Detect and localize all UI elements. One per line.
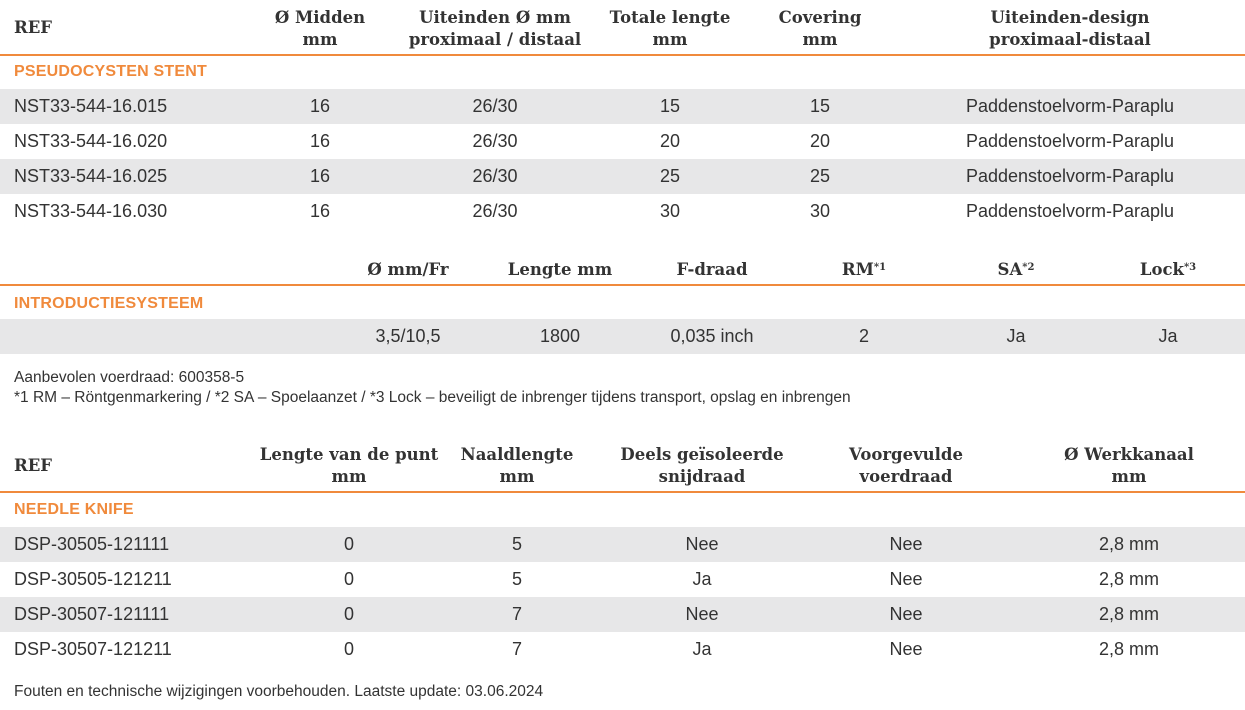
cell-preloaded: Nee — [889, 534, 923, 554]
cell-channel: 2,8 mm — [1098, 639, 1160, 659]
header-fdraad: F-draad — [676, 260, 748, 279]
needle-table-header — [0, 441, 1245, 493]
table-row — [0, 319, 1245, 354]
footer-disclaimer: Fouten en technische wijzigingen voorbehouden. Laatste update: 03.06.2024 — [14, 683, 544, 700]
section-title-stent: PSEUDOCYSTEN STENT — [14, 63, 207, 80]
cell-ends: 26/30 — [472, 201, 518, 221]
header-needle-length: Naaldlengte mm — [460, 445, 574, 486]
cell-tip: 0 — [343, 534, 355, 554]
cell-diam: 3,5/10,5 — [375, 326, 441, 346]
header-preloaded-guidewire: Voorgevulde voerdraad — [849, 445, 963, 486]
cell-ref: NST33-544-16.025 — [14, 166, 168, 186]
cell-mid: 16 — [309, 201, 331, 221]
header-insulated-wire: Deels geïsoleerde snijdraad — [620, 445, 784, 486]
header-diam-fr: Ø mm/Fr — [367, 260, 449, 279]
cell-ref: DSP-30505-121211 — [14, 569, 172, 589]
cell-wire: Ja — [692, 569, 712, 589]
cell-needle: 5 — [511, 569, 523, 589]
header-total-length: Totale lengte mm — [609, 8, 731, 49]
cell-lock: Ja — [1158, 326, 1178, 346]
stent-table-header — [0, 0, 1245, 56]
header-ends: Uiteinden Ø mm proximaal / distaal — [408, 8, 582, 49]
cell-tip: 0 — [343, 639, 355, 659]
cell-ends: 26/30 — [472, 96, 518, 116]
table-row — [0, 124, 1245, 159]
cell-design: Paddenstoelvorm-Paraplu — [965, 201, 1175, 221]
cell-channel: 2,8 mm — [1098, 569, 1160, 589]
cell-design: Paddenstoelvorm-Paraplu — [965, 131, 1175, 151]
cell-length: 25 — [659, 166, 681, 186]
table-row — [0, 562, 1245, 597]
header-rm: RM$^{*1}$ — [841, 260, 887, 279]
cell-preloaded: Nee — [889, 604, 923, 624]
header-length-mm: Lengte mm — [507, 260, 613, 279]
cell-needle: 7 — [511, 639, 523, 659]
section-title-needle-knife: NEEDLE KNIFE — [14, 501, 134, 518]
cell-length: 15 — [659, 96, 681, 116]
cell-ref: DSP-30507-121111 — [14, 604, 170, 624]
header-design: Uiteinden-design proximaal-distaal — [989, 8, 1151, 49]
cell-rm: 2 — [858, 326, 870, 346]
cell-ref: DSP-30507-121211 — [14, 639, 172, 659]
cell-design: Paddenstoelvorm-Paraplu — [965, 166, 1175, 186]
cell-ends: 26/30 — [472, 131, 518, 151]
header-ref: REF — [14, 18, 53, 37]
cell-preloaded: Nee — [889, 569, 923, 589]
cell-ref: NST33-544-16.020 — [14, 131, 168, 151]
table-row — [0, 159, 1245, 194]
header-working-channel: Ø Werkkanaal mm — [1064, 445, 1194, 486]
table-row — [0, 194, 1245, 229]
cell-wire: Nee — [685, 604, 719, 624]
cell-ref: NST33-544-16.030 — [14, 201, 168, 221]
header-ref: REF — [14, 456, 53, 475]
cell-covering: 15 — [809, 96, 831, 116]
cell-tip: 0 — [343, 569, 355, 589]
cell-sa: Ja — [1006, 326, 1026, 346]
cell-channel: 2,8 mm — [1098, 604, 1160, 624]
cell-length: 1800 — [539, 326, 581, 346]
header-lock: Lock$^{*3}$ — [1139, 260, 1197, 279]
table-row — [0, 89, 1245, 124]
cell-design: Paddenstoelvorm-Paraplu — [965, 96, 1175, 116]
cell-mid: 16 — [309, 131, 331, 151]
cell-channel: 2,8 mm — [1098, 534, 1160, 554]
cell-needle: 7 — [511, 604, 523, 624]
intro-table-header — [0, 254, 1245, 286]
cell-length: 20 — [659, 131, 681, 151]
cell-covering: 25 — [809, 166, 831, 186]
cell-tip: 0 — [343, 604, 355, 624]
cell-needle: 5 — [511, 534, 523, 554]
header-tip-length: Lengte van de punt mm — [259, 445, 439, 486]
table-row — [0, 527, 1245, 562]
cell-ref: NST33-544-16.015 — [14, 96, 168, 116]
header-covering: Covering mm — [778, 8, 862, 49]
cell-wire: Nee — [685, 534, 719, 554]
table-row — [0, 597, 1245, 632]
cell-ref: DSP-30505-121111 — [14, 534, 170, 554]
cell-preloaded: Nee — [889, 639, 923, 659]
cell-covering: 20 — [809, 131, 831, 151]
recommended-guidewire-note: Aanbevolen voerdraad: 600358-5 — [14, 369, 245, 386]
header-diam-mid: Ø Midden mm — [274, 8, 366, 49]
header-sa: SA$^{*2}$ — [997, 260, 1035, 279]
cell-wire: Ja — [692, 639, 712, 659]
cell-mid: 16 — [309, 166, 331, 186]
cell-covering: 30 — [809, 201, 831, 221]
cell-ends: 26/30 — [472, 166, 518, 186]
section-title-intro: INTRODUCTIESYSTEEM — [14, 295, 204, 312]
footnotes: *1 RM – Röntgenmarkering / *2 SA – Spoelaanzet / *3 Lock – beveiligt de inbrenger tijdens transport, opslag en inbrengen — [14, 389, 851, 406]
cell-length: 30 — [659, 201, 681, 221]
cell-fdraad: 0,035 inch — [670, 326, 754, 346]
cell-mid: 16 — [309, 96, 331, 116]
table-row — [0, 632, 1245, 667]
